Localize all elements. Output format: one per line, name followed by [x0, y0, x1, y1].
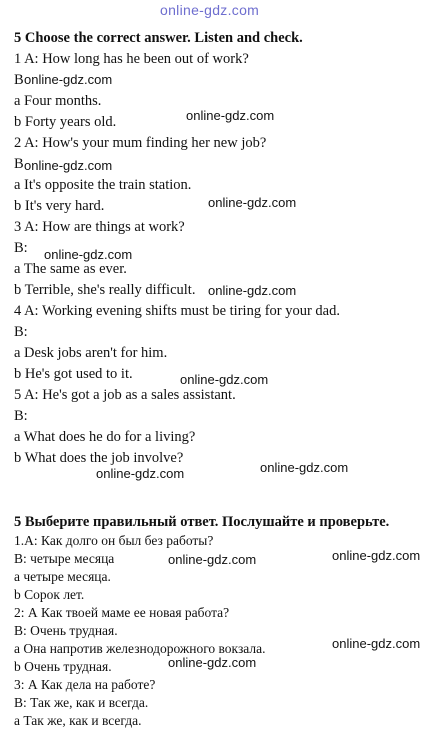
russian-line: b Очень трудная. — [14, 659, 112, 674]
english-line: a Desk jobs aren't for him. — [14, 345, 168, 361]
watermark: online-gdz.com — [332, 548, 421, 563]
english-line: 3 A: How are things at work? — [14, 219, 185, 235]
russian-line: В: Так же, как и всегда. — [14, 695, 149, 710]
english-line: a Four months. — [14, 93, 102, 109]
russian-line: 1.А: Как долго он был без работы? — [14, 533, 214, 548]
english-line: b It's very hard. — [14, 198, 105, 214]
english-line: b What does the job involve? — [14, 450, 184, 466]
english-line: b Forty years old. — [14, 114, 117, 130]
russian-line: а Так же, как и всегда. — [14, 713, 142, 728]
watermark: online-gdz.com — [208, 195, 297, 210]
english-line: B — [14, 156, 24, 172]
english-line: b Terrible, she's really difficult. — [14, 282, 196, 298]
english-line: 1 A: How long has he been out of work? — [14, 51, 249, 67]
english-line: B: — [14, 408, 28, 424]
english-line: b He's got used to it. — [14, 366, 133, 382]
watermark: online-gdz.com — [24, 158, 113, 173]
english-line: 4 A: Working evening shifts must be tiring for your dad. — [14, 303, 340, 319]
english-line: B: — [14, 324, 28, 340]
watermark: online-gdz.com — [180, 372, 269, 387]
russian-line: В: Очень трудная. — [14, 623, 118, 638]
russian-line: а Она напротив железнодорожного вокзала. — [14, 641, 266, 656]
english-title: 5 Choose the correct answer. Listen and check. — [14, 30, 303, 46]
russian-line: а четыре месяца. — [14, 569, 111, 584]
russian-line: 3: А Как дела на работе? — [14, 677, 156, 692]
english-line: 2 A: How's your mum finding her new job? — [14, 135, 267, 151]
watermark: online-gdz.com — [332, 636, 421, 651]
english-line: a What does he do for a living? — [14, 429, 196, 445]
watermark: online-gdz.com — [186, 108, 275, 123]
english-line: a It's opposite the train station. — [14, 177, 192, 193]
russian-line: b Сорок лет. — [14, 587, 85, 602]
english-line: 5 A: He's got a job as a sales assistant. — [14, 387, 236, 403]
watermark: online-gdz.com — [208, 283, 297, 298]
watermark: online-gdz.com — [168, 655, 257, 670]
watermark: online-gdz.com — [168, 552, 257, 567]
watermark: online-gdz.com — [260, 460, 349, 475]
header-watermark: online-gdz.com — [160, 2, 260, 18]
russian-line: 2: А Как твоей маме ее новая работа? — [14, 605, 230, 620]
english-line: B: — [14, 240, 28, 256]
english-line: a The same as ever. — [14, 261, 127, 277]
russian-title: 5 Выберите правильный ответ. Послушайте и проверьте. — [14, 514, 390, 530]
watermark: online-gdz.com — [96, 466, 185, 481]
watermark: online-gdz.com — [24, 72, 113, 87]
english-line: B — [14, 72, 24, 88]
russian-line: В: четыре месяца — [14, 551, 115, 566]
watermark: online-gdz.com — [44, 247, 133, 262]
